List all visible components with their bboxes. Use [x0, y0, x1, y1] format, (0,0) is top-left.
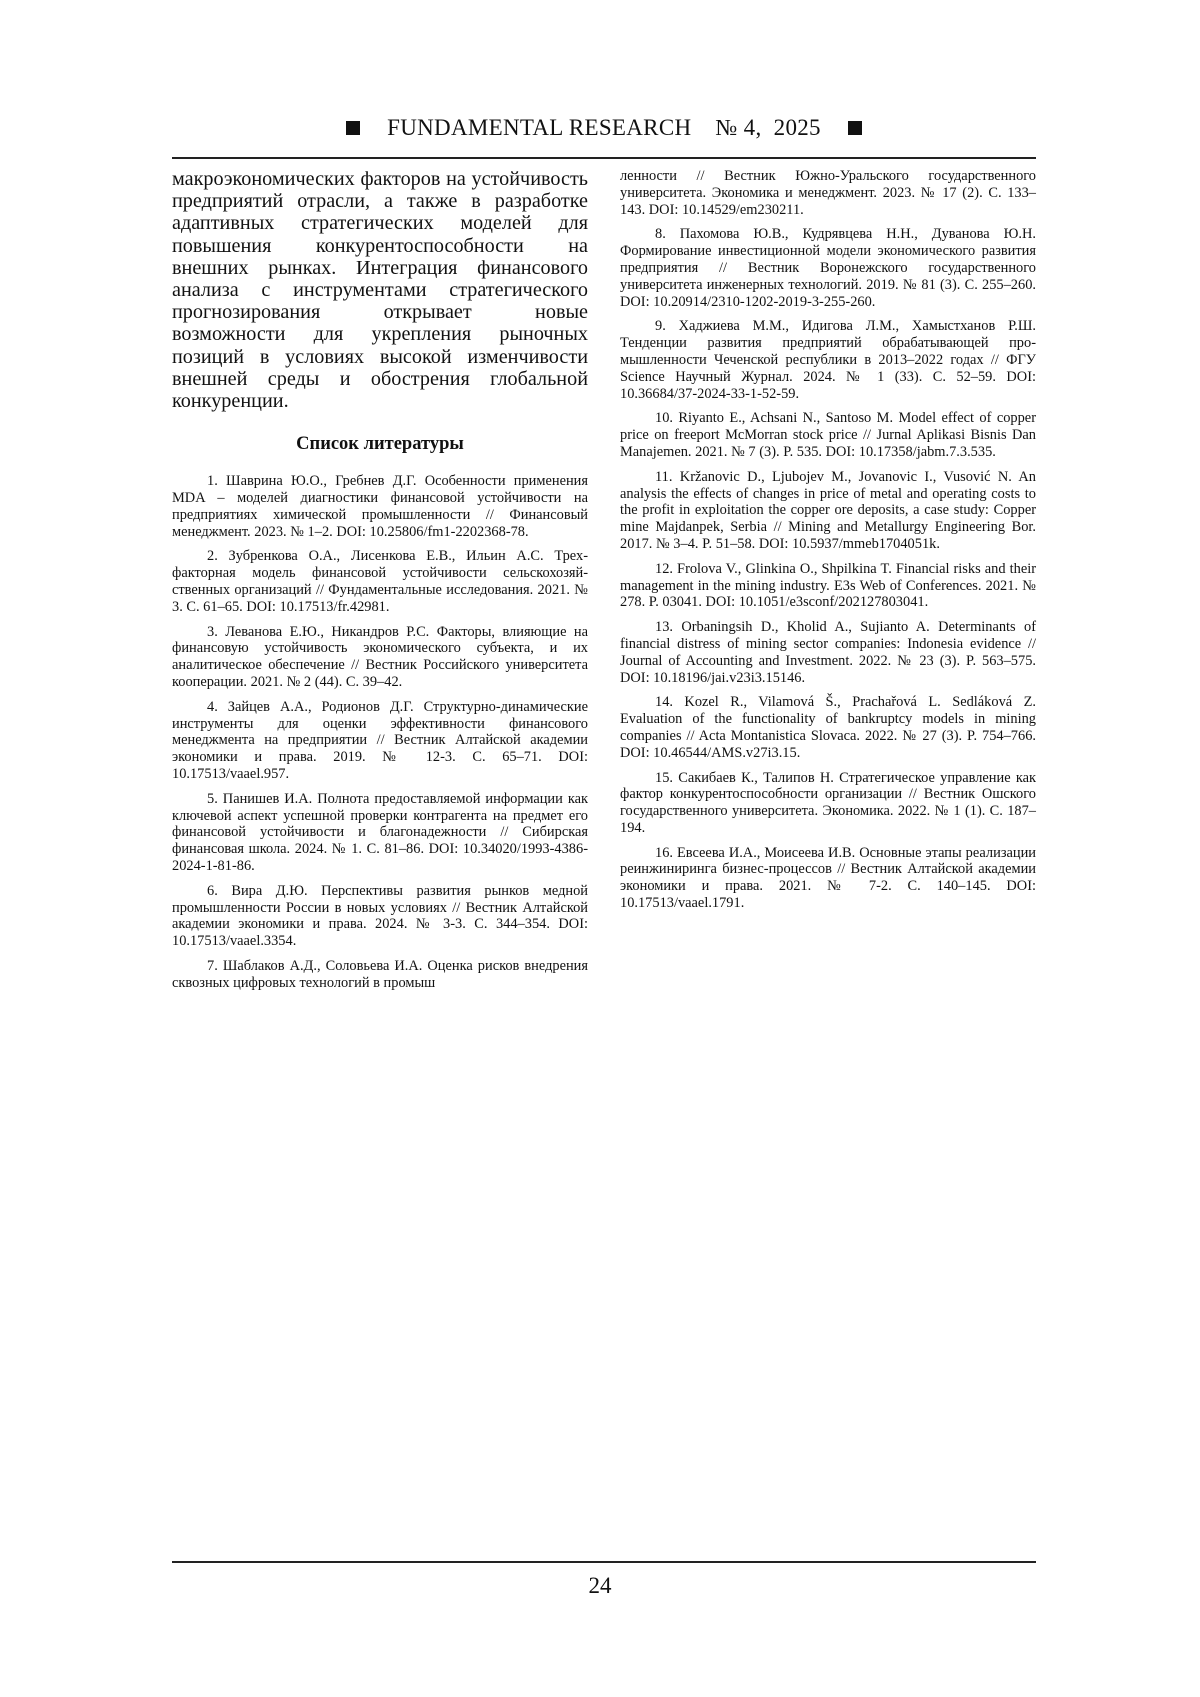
reference-item-continued: ленности // Вестник Южно-Уральского государственного университета. Экономика и менеджмент. 2023. № 17 (2). С. 133–143. DOI: 10.14529/em230211. [620, 168, 1036, 218]
reference-item: 6. Вира Д.Ю. Перспективы развития рынков медной промышленности России в новых условиях // Вестник Алтайской академии экономики и права. 2024. № 3-3. С. 344–354. DOI: 10.17513/vaael.3354. [172, 882, 588, 950]
reference-item: 2. Зубренкова О.А., Лисенкова Е.В., Ильин А.С. Трехфакторная модель финансовой устойчивости сельскохозяйственных организаций // Фундаментальные исследования. 2021. № 3. С. 61–65. DOI: 10.17513/fr.42981. [172, 548, 588, 615]
reference-item: 5. Панишев И.А. Полнота предоставляемой информации как ключевой аспект успешной проверки контрагента на предмет его финансовой устойчивости и благонадежности // Сибирская финансовая школа. 2024. № 1. С. 81–86. DOI: 10.34020/1993-4386-2024-1-81-86. [172, 790, 588, 874]
left-column [172, 168, 588, 1000]
reference-item: 8. Пахомова Ю.В., Кудрявцева Н.Н., Дуванова Ю.Н. Формирование инвестиционной модели экономического развития предприятия // Вестник Воронежского государственного университета инженерных технологий. 2019. № 81 (3). С. 255–260. DOI: 10.20914/2310-1202-2019-3-255-260. [620, 226, 1036, 310]
header-square-left-icon [346, 121, 360, 135]
references-heading: Список литературы [296, 434, 464, 455]
reference-item: 1. Шаврина Ю.О., Гребнев Д.Г. Особенности применения MDA – моделей диагностики финансовой устойчивости на предприятиях химической промышленности // Финансовый менеджмент. 2023. № 1–2. DOI: 10.25806/fm1-2202368-78. [172, 473, 588, 540]
footer-rule [172, 1561, 1036, 1563]
reference-item: 9. Хаджиева М.М., Идигова Л.М., Хамыстханов Р.Ш. Тенденции развития предприятий обрабатывающей промышленности Чеченской республики в 2013–2022 годах // ФГУ Science Научный Журнал. 2024. № 1 (33). С. 52–59. DOI: 10.36684/37-2024-33-1-52-59. [620, 318, 1036, 402]
right-column [620, 168, 1036, 920]
header-rule [172, 157, 1036, 159]
issue-spacer [762, 115, 774, 141]
reference-item: 15. Сакибаев К., Талипов Н. Стратегическое управление как фактор конкурентоспособности организации // Вестник Ошского государственного университета. Экономика. 2022. № 1 (1). С. 187–194. [620, 769, 1036, 836]
reference-item: 7. Шаблаков А.Д., Соловьева И.А. Оценка рисков внедрения сквозных цифровых технологий в промыш [172, 957, 588, 991]
page-number: 24 [588, 1573, 612, 1598]
reference-item: 13. Orbaningsih D., Kholid A., Sujianto A. Determinants of financial distress of mining sector companies: Indonesia evidence // Journal of Accounting and Investment. 2022. № 23 (3). P. 563–575. DOI: 10.18196/jai.v23i3.15146. [620, 619, 1036, 686]
journal-title: FUNDAMENTAL RESEARCH [387, 115, 692, 140]
running-header [172, 112, 1036, 144]
reference-item: 12. Frolova V., Glinkina O., Shpilkina T. Financial risks and their management in the mining industry. E3s Web of Conferences. 2021. № 278. P. 03041. DOI: 10.1051/e3sconf/202127803041. [620, 560, 1036, 611]
conclusion-paragraph: макроэкономических факторов на устойчивость предприятий отрасли, а также в разработке адаптивных стратегических моделей для повышения конкурентоспособности на внешних рынках. Интеграция финансового анализа с инструментами стратегического прогнозирования открывает новые возможности для укрепления рыночных позиций в условиях высокой изменчивости внешней среды и обострения глобальной конкуренции. [172, 168, 588, 413]
reference-item: 4. Зайцев А.А., Родионов Д.Г. Структурно-динамические инструменты для оценки эффективности финансового менеджмента на предприятии // Вестник Алтайской академии экономики и права. 2019. № 12-3. С. 65–71. DOI: 10.17513/vaael.957. [172, 698, 588, 782]
issue-year: 2025 [773, 115, 821, 140]
reference-item: 14. Kozel R., Vilamová Š., Prachařová L. Sedláková Z. Evaluation of the functionality of bankruptcy models in mining companies // Acta Montanistica Slovaca. 2022. № 27 (3). P. 754–766. DOI: 10.46544/AMS.v27i3.15. [620, 694, 1036, 761]
header-square-right-icon [848, 121, 862, 135]
reference-item: 3. Леванова Е.Ю., Никандров Р.С. Факторы, влияющие на финансовую устойчивость экономического субъекта, и их аналитическое обеспечение // Вестник Российского университета кооперации. 2021. № 2 (44). С. 39–42. [172, 623, 588, 690]
issue-number: № 4, [715, 115, 762, 140]
reference-item: 10. Riyanto E., Achsani N., Santoso M. Model effect of copper price on freeport McMorran stock price // Jurnal Aplikasi Bisnis Dan Manajemen. 2021. № 7 (3). P. 535. DOI: 10.17358/jabm.7.3.535. [620, 410, 1036, 460]
reference-item: 11. Kržanovic D., Ljubojev M., Jovanovic I., Vusović N. An analysis the effects of changes in price of metal and operating costs to the profit in exploitation the copper ore deposits, a case study: Copper mine Majdanpek, Serbia // Mining and Metallurgy Engineering Bor. 2017. № 3–4. P. 51–58. DOI: 10.5937/mmeb1704051k. [620, 468, 1036, 552]
reference-item: 16. Евсеева И.А., Моисеева И.В. Основные этапы реализации реинжиниринга бизнес-процессов // Вестник Алтайской академии экономики и права. 2021. № 7-2. С. 140–145. DOI: 10.17513/vaael.1791. [620, 844, 1036, 912]
